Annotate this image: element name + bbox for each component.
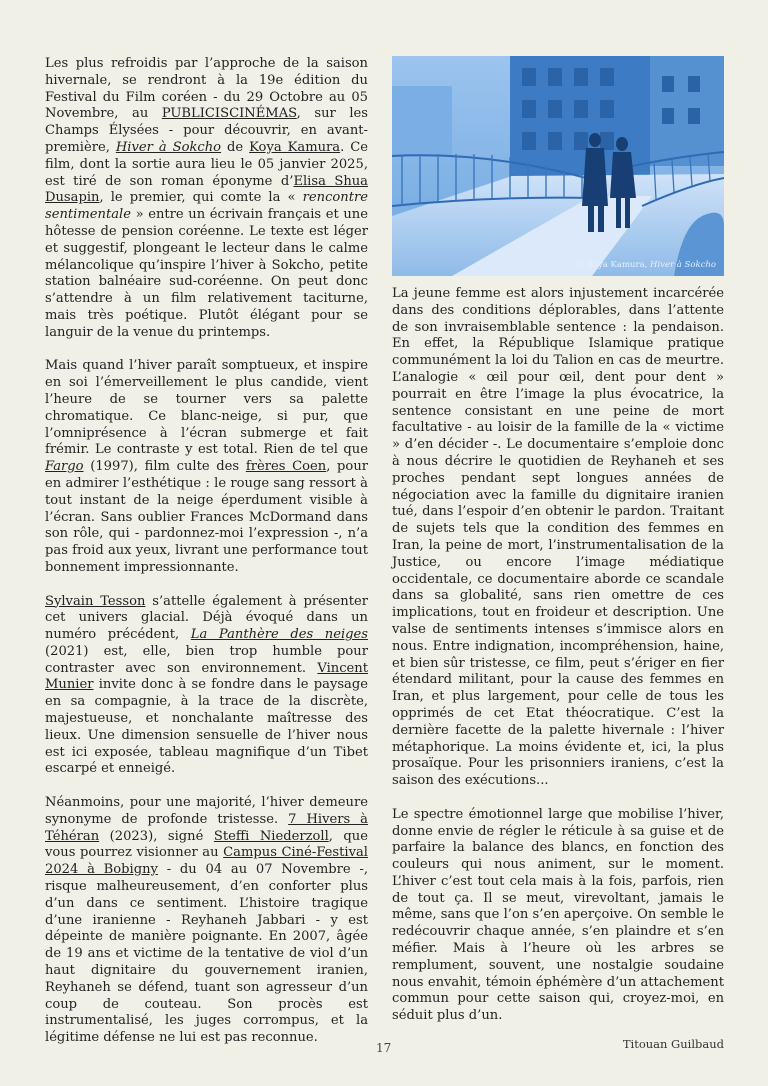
text-run: , que vous pourrez visionner au: [45, 828, 368, 861]
film-title: Fargo: [45, 459, 84, 475]
text-run: - du 04 au 07 Novembre -, risque malheureusement, d’en conforter plus d’un dans ce sentiment. L’histoire tragique d’une iranienne - Reyhaneh Jabbari - y est dépeinte de manière poignante. En 2007, âgée de 19 ans et victime de la tentative de viol d’un haut dignitaire du gouvernement iranien, Reyhaneh se défend, tuant son agresseur d’un coup de couteau. Son procès est instrumentalisé, les juges corrompus, et la légitime défense ne lui est pas reconnue.: [45, 862, 368, 1046]
link-campus-cine-festival[interactable]: Campus Ciné-Festival 2024 à Bobigny: [45, 845, 368, 878]
text-run: , le premier, qui comte la «: [99, 190, 303, 206]
photo-credit: [576, 260, 716, 270]
left-column: [45, 56, 368, 1064]
text-run: (2021) est, elle, bien trop humble pour contraster avec son environnement.: [45, 643, 368, 676]
text-run: invite donc à se fondre dans le paysage en sa compagnie, à la trace de la discrète, majestueuse, et nonchalante maîtresse des lieux. Une dimension sensuelle de l’hiver nous est ici exposée, tableau magnifique d’un Tibet escarpé et enneigé.: [45, 677, 368, 777]
credit-text: © Koya Kamura,: [575, 260, 651, 270]
link-hiver-a-sokcho[interactable]: [116, 140, 221, 155]
film-still-photo: [392, 56, 724, 276]
paragraph-intro: [45, 56, 368, 342]
text-run: Les plus refroidis par l’approche de la saison hivernale, se rendront à la 19e édition du Festival du Film coréen - du 29 Octobre au 05 Novembre, au: [45, 56, 368, 122]
text-run: s’attelle également à présenter cet univers glacial. Déjà évoqué dans un numéro précédent,: [45, 593, 368, 643]
right-column: [392, 286, 724, 1042]
link-fargo[interactable]: [45, 459, 84, 474]
page-number: 17: [376, 1041, 392, 1055]
text-run: Mais quand l’hiver paraît somptueux, et inspire en soi l’émerveillement le plus candide, vient l’heure de se tourner vers sa palette chromatique. Ce blanc-neige, si pur, que l’omniprésence à l’écran submerge et fait frémir. Le contraste y est total. Rien de tel que: [45, 358, 368, 458]
paragraph-conclusion: Le spectre émotionnel large que mobilise l’hiver, donne envie de régler le réticule à sa guise et de parfaire la balance des blancs, en fonction des couleurs qui nous animent, sur le moment. L’hiver c’est tout cela mais à la fois, parfois, rien de tout ça. Il se meut, virevoltant, jamais le même, sans que l’on s’en aperçoive. On semble le redécouvrir chaque année, s’en plaindre et s’en méfier. Mais à l’heure où les arbres se remplument, souvent, une nostalgie soudaine nous envahit, témoin éphémère d’un attachement commun pour cette saison qui, croyez-moi, en séduit plus d’un.: [392, 806, 724, 1024]
paragraph-incarceration: La jeune femme est alors injustement incarcérée dans des conditions déplorables, dans l’attente de son invraisemblable sentence : la pendaison. En effet, la République Islamique pratique communément la loi du Talion en cas de meurtre. L’analogie « œil pour œil, dent pour dent » pourrait en être l’image la plus évocatrice, la sentence consistant en une peine de mort facultative - au loisir de la famille de la « victime » d’en décider -. Le documentaire s’emploie donc à nous décrire le quotidien de Reyhaneh et ses proches pendant sept longues années de négociation avec la famille du dignitaire iranien tué, dans l’espoir d’en obtenir le pardon. Traitant de sujets tels que la condition des femmes en Iran, la peine de mort, l’instrumentalisation de la Justice, ou encore l’image médiatique occidentale, ce documentaire aborde ce scandale dans sa globalité, sans rien omettre de ces implications, tout en froideur et description. Une valse de sentiments intenses s’immisce alors en nous. Entre indignation, incompréhension, haine, et bien sûr tristesse, ce film, peut s’ériger en fier étendard militant, pour la cause des femmes en Iran, et plus largement, pour celle de tous les opprimés de cet Etat théocratique. C’est la dernière facette de la palette hivernale : l’hiver métaphorique. La moins évidente et, ici, la plus prosaïque. Pour les prisonniers iraniens, c’est la saison des exécutions...: [392, 286, 724, 789]
text-run: » entre un écrivain français et une hôtesse de pension coréenne. Le texte est léger et suggestif, plongeant le lecteur dans le calme mélancolique qu’inspire l’hiver à Sokcho, petite station balnéaire sud-coréenne. On peut donc s’attendre à un film relativement taciturne, mais très poétique. Plutôt élégant pour se languir de la venue du printemps.: [45, 207, 368, 340]
text-run: . Ce film, dont la sortie aura lieu le 05 janvier 2025, est tiré de son roman éponyme d’: [45, 139, 368, 189]
link-sylvain-tesson[interactable]: Sylvain Tesson: [45, 593, 146, 609]
film-still-illustration: [392, 56, 724, 276]
link-7-hivers-a-teheran[interactable]: 7 Hivers à Téhéran: [45, 811, 368, 844]
paragraph-fargo: [45, 358, 368, 576]
link-publiciscinemas[interactable]: PUBLICISCINÉMAS: [161, 106, 297, 122]
credit-film-title: Hiver à Sokcho: [650, 260, 716, 270]
paragraph-tesson: [45, 594, 368, 779]
text-run: (1997), film culte des: [83, 459, 246, 475]
text-run: , pour en admirer l’esthétique : le rouge sang ressort à tout instant de la neige éperdument visible à l’écran. Sans oublier Frances McDormand dans son rôle, qui - pardonnez-moi l’expression -, n’a pas froid aux yeux, livrant une performance tout bonnement impressionnante.: [45, 459, 369, 575]
author-name: Titouan Guilbaud: [622, 1037, 724, 1051]
text-run: Néanmoins, pour une majorité, l’hiver demeure synonyme de profonde tristesse.: [45, 795, 368, 827]
film-title: La Panthère des neiges: [190, 627, 368, 643]
quote-italic: rencontre sentimentale: [45, 190, 368, 223]
text-run: , sur les Champs Élysées - pour découvrir, en avant-première,: [45, 106, 368, 155]
film-title: Hiver à Sokcho: [115, 139, 222, 155]
link-steffi-niederzoll[interactable]: Steffi Niederzoll: [213, 828, 329, 844]
link-koya-kamura[interactable]: Koya Kamura: [249, 139, 341, 155]
text-run: de: [221, 139, 250, 155]
link-freres-coen[interactable]: frères Coen: [245, 459, 327, 475]
text-run: (2023), signé: [99, 828, 214, 844]
paragraph-teheran: [45, 795, 368, 1047]
link-panthere-des-neiges[interactable]: [191, 627, 368, 642]
link-vincent-munier[interactable]: Vincent Munier: [45, 660, 368, 693]
link-elisa-shua-dusapin[interactable]: Elisa Shua Dusapin: [45, 173, 368, 206]
